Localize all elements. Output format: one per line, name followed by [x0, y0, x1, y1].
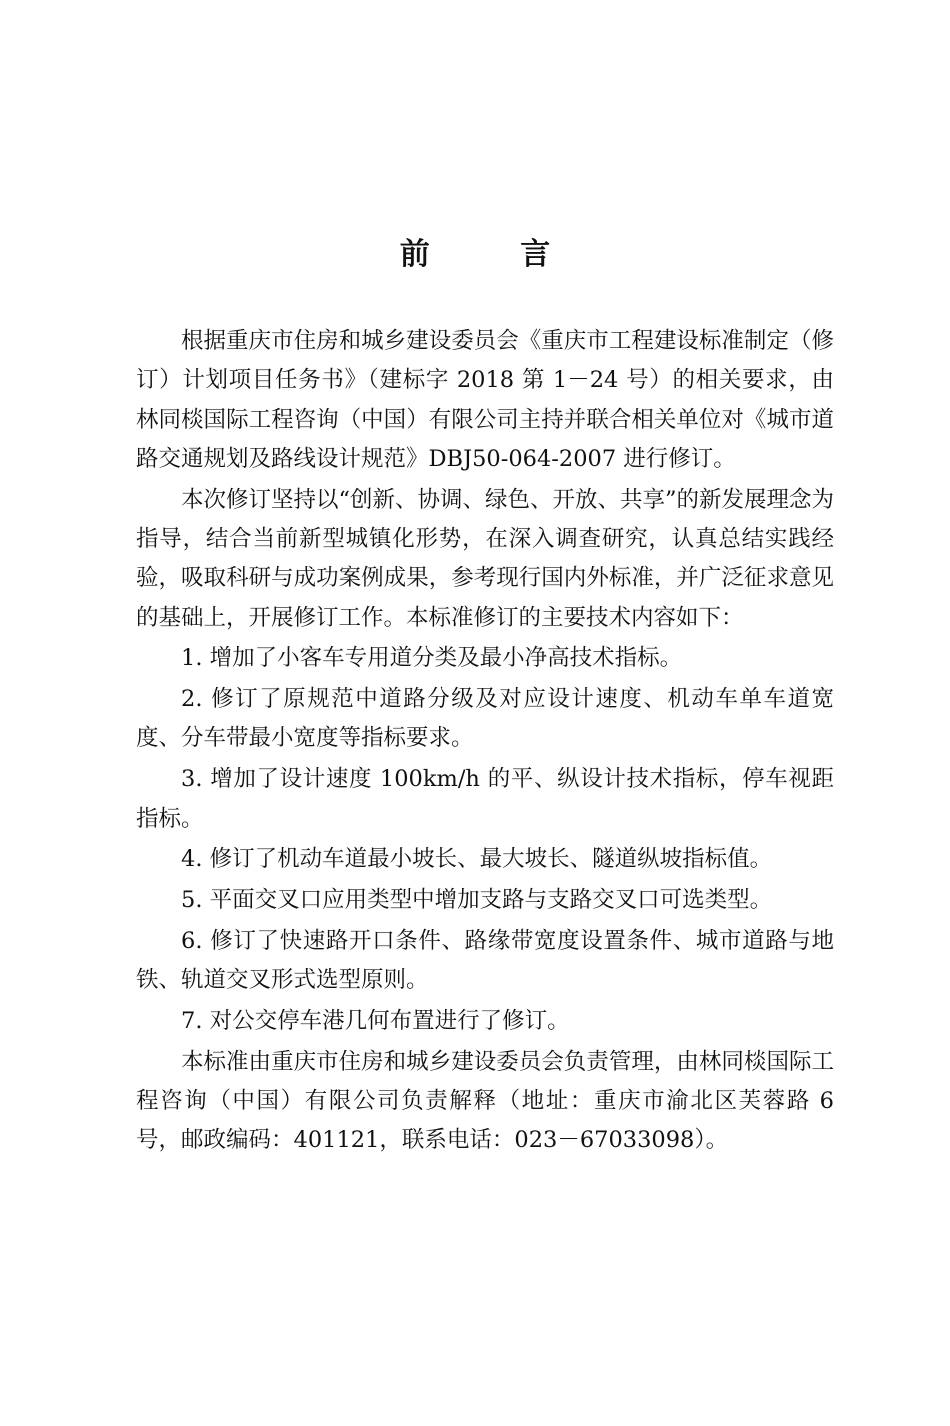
list-item-2: 2. 修订了原规范中道路分级及对应设计速度、机动车单车道宽度、分车带最小宽度等指标要求。: [136, 686, 834, 752]
list-item-3: 3. 增加了设计速度 100km/h 的平、纵设计技术指标，停车视距指标。: [136, 766, 834, 832]
list-item-4: 4. 修订了机动车道最小坡长、最大坡长、隧道纵坡指标值。: [181, 846, 773, 873]
list-item-7: 7. 对公交停车港几何布置进行了修订。: [181, 1008, 570, 1035]
paragraph-basis: 根据重庆市住房和城乡建设委员会《重庆市工程建设标准制定（修订）计划项目任务书》（建标字 2018 第 1－24 号）的相关要求，由林同棪国际工程咨询（中国）有限公司主持并联合相关单位对《城市道路交通规划及路线设计规范》DBJ50-064-2007 进行修订。: [136, 328, 834, 472]
list-item-5: 5. 平面交叉口应用类型中增加支路与支路交叉口可选类型。: [181, 887, 773, 914]
list-item-6: 6. 修订了快速路开口条件、路缘带宽度设置条件、城市道路与地铁、轨道交叉形式选型原则。: [136, 927, 834, 994]
list-item-1: 1. 增加了小客车专用道分类及最小净高技术指标。: [181, 645, 683, 672]
page-title: 前 言: [399, 237, 591, 272]
preface-body: [136, 322, 834, 1162]
paragraph-principles: 本次修订坚持以“创新、协调、绿色、开放、共享”的新发展理念为指导，结合当前新型城镇化形势，在深入调查研究，认真总结实践经验，吸取科研与成功案例成果，参考现行国内外标准，并广泛征求意见的基础上，开展修订工作。本标准修订的主要技术内容如下：: [136, 486, 835, 631]
paragraph-management: 本标准由重庆市住房和城乡建设委员会负责管理，由林同棪国际工程咨询（中国）有限公司负责解释（地址：重庆市渝北区芙蓉路 6 号，邮政编码：401121，联系电话：023－67033098）。: [136, 1048, 834, 1154]
